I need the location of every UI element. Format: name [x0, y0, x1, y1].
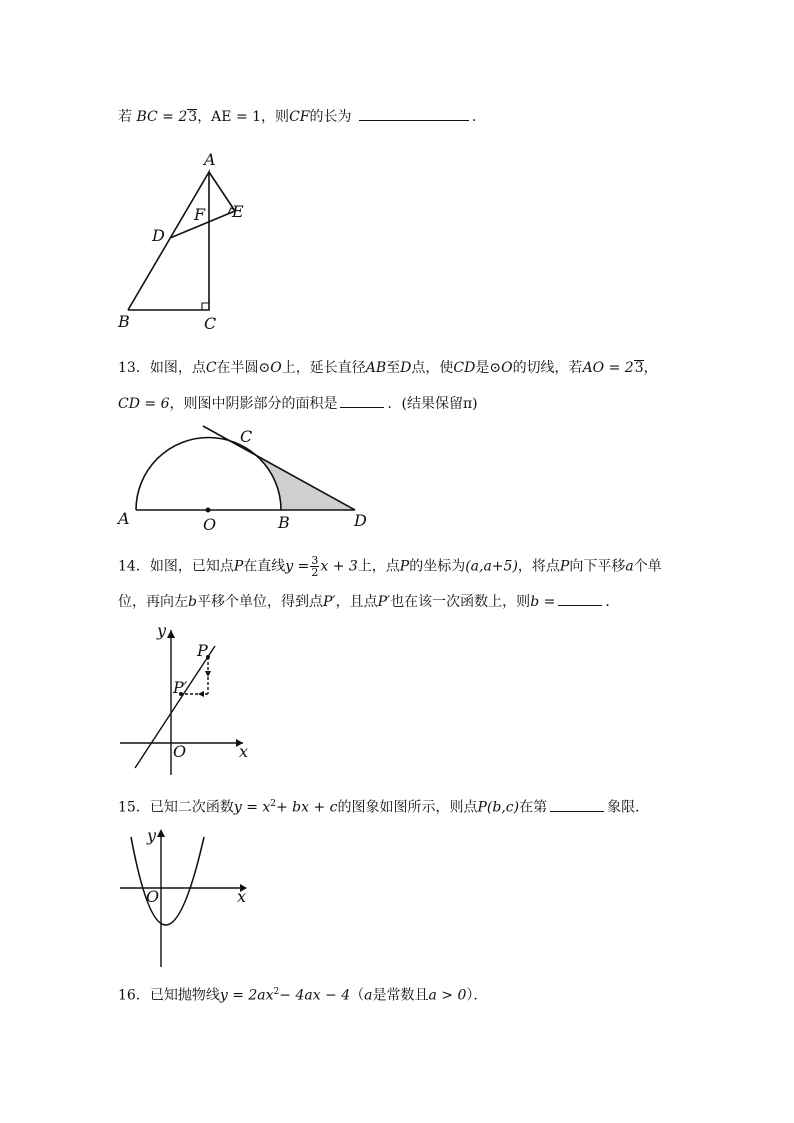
- label-y: y: [157, 621, 167, 640]
- q14-line2: 位，再向左b平移个单位，得到点P′，且点P′也在该一次函数上，则b = ．: [118, 591, 619, 612]
- answer-blank[interactable]: [550, 797, 604, 812]
- q12-line: 若 BC = 23，AE = 1，则CF的长为 ．: [118, 106, 486, 127]
- sqrt-3: 3: [188, 109, 198, 125]
- q15-line: 15．已知二次函数$y = x^2+$ bx + c的图象如图所示，则点P(b,c)在第 象限．: [118, 794, 649, 818]
- label-F: F: [194, 205, 206, 224]
- label-O: O: [203, 515, 217, 534]
- label-C: C: [240, 427, 253, 446]
- label-P: P: [197, 641, 208, 660]
- label-C: C: [204, 314, 217, 333]
- label-P-prime: P′: [173, 678, 188, 697]
- label-A: A: [204, 150, 216, 169]
- label-D: D: [354, 511, 367, 530]
- label-B: B: [278, 513, 290, 532]
- label-O: O: [173, 742, 187, 761]
- label-B: B: [118, 312, 130, 331]
- q13-line2: CD = 6，则图中阴影部分的面积是 ．(结果保留π): [118, 393, 478, 414]
- label-E: E: [232, 202, 244, 221]
- answer-blank[interactable]: [359, 106, 469, 121]
- figure-linear-graph: [115, 620, 255, 780]
- answer-blank[interactable]: [558, 591, 602, 606]
- figure-triangle: [110, 145, 260, 340]
- q14-line1: 14．如图，已知点P在直线y = $\frac{3}{2}$ x + 3上，点P的坐标为(a,a+5)，将点P向下平移a个单: [118, 554, 662, 579]
- answer-blank[interactable]: [340, 393, 384, 408]
- label-A: A: [118, 509, 130, 528]
- figure-parabola: [115, 825, 255, 970]
- bc-expression: BC = 2: [136, 109, 188, 125]
- label-O: O: [146, 887, 160, 906]
- q16-line: 16．已知抛物线$y = 2ax^2- 4ax - 4(a$是常数且a > 0）．: [118, 987, 488, 1004]
- label-D: D: [152, 226, 165, 245]
- fraction-3-2: $\frac{3}{2}$: [311, 554, 319, 579]
- figure-semicircle: [110, 420, 390, 535]
- label-x: x: [237, 887, 247, 906]
- label-y: y: [147, 826, 157, 845]
- q13-line1: 13．如图，点C在半圆⊙O上，延长直径AB至D点，使CD是⊙O的切线，若AO = 23，: [118, 360, 658, 376]
- label-x: x: [239, 742, 249, 761]
